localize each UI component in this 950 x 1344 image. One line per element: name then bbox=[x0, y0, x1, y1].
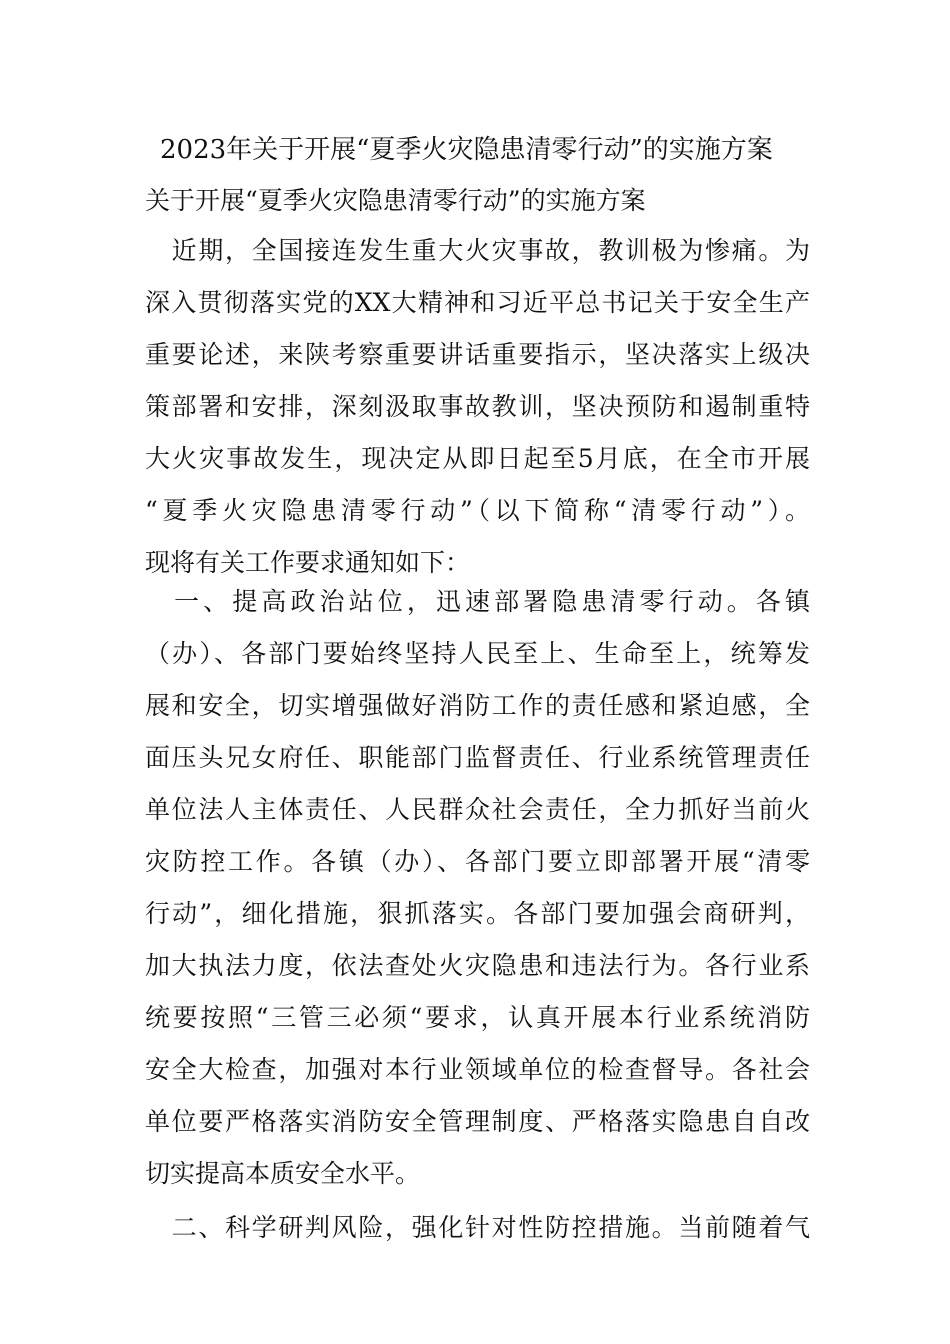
paragraph-line: “夏季火灾隐患清零行动”（以下简称“清零行动”）。 bbox=[145, 496, 810, 525]
paragraph-line: 二、科学研判风险，强化针对性防控措施。当前随着气 bbox=[145, 1213, 810, 1242]
paragraph-line: 一、提高政治站位，迅速部署隐患清零行动。各镇 bbox=[145, 587, 810, 616]
paragraph-line: 展和安全，切实增强做好消防工作的责任感和紧迫感，全 bbox=[145, 691, 810, 720]
paragraph-line: 深入贯彻落实党的XX大精神和习近平总书记关于安全生产 bbox=[145, 288, 810, 317]
paragraph-line: 加大执法力度，依法查处火灾隐患和违法行为。各行业系 bbox=[145, 951, 810, 980]
paragraph-line: 重要论述，来陕考察重要讲话重要指示，坚决落实上级决 bbox=[145, 340, 810, 369]
paragraph-line: （办）、各部门要始终坚持人民至上、生命至上，统筹发 bbox=[145, 639, 810, 668]
paragraph-line: 切实提高本质安全水平。 bbox=[145, 1159, 421, 1188]
paragraph-line: 行动”，细化措施，狠抓落实。各部门要加强会商研判， bbox=[145, 899, 810, 928]
paragraph-line: 面压头兄女府任、职能部门监督责任、行业系统管理责任 bbox=[145, 743, 810, 772]
paragraph-line: 统要按照“三管三必须“要求，认真开展本行业系统消防 bbox=[145, 1003, 810, 1032]
paragraph-line: 灾防控工作。各镇（办）、各部门要立即部署开展“清零 bbox=[145, 847, 810, 876]
paragraph-line: 安全大检查，加强对本行业领域单位的检查督导。各社会 bbox=[145, 1055, 810, 1084]
paragraph-line: 单位要严格落实消防安全管理制度、严格落实隐患自自改 bbox=[145, 1107, 810, 1136]
paragraph-line: 现将有关工作要求通知如下： bbox=[145, 548, 471, 577]
document-subtitle: 关于开展“夏季火灾隐患清零行动”的实施方案 bbox=[145, 186, 646, 215]
paragraph-line: 策部署和安排，深刻汲取事故教训，坚决预防和遏制重特 bbox=[145, 392, 810, 421]
paragraph-line: 大火灾事故发生，现决定从即日起至5月底，在全市开展 bbox=[145, 444, 810, 473]
paragraph-line: 单位法人主体责任、人民群众社会责任，全力抓好当前火 bbox=[145, 795, 810, 824]
paragraph-line: 近期，全国接连发生重大火灾事故，教训极为惨痛。为 bbox=[145, 236, 810, 265]
document-title: 2023年关于开展“夏季火灾隐患清零行动”的实施方案 bbox=[160, 135, 773, 165]
